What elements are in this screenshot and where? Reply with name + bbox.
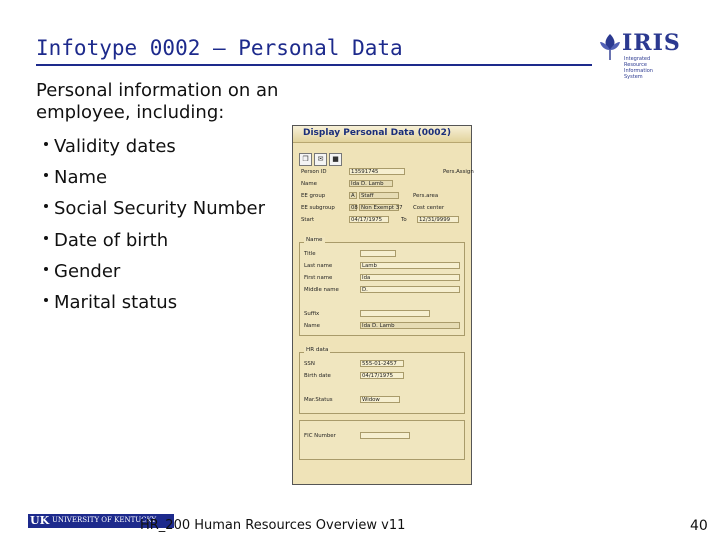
- ee-subgroup-field: Non Exempt 37: [361, 205, 403, 211]
- bullet-text: Date of birth: [54, 229, 169, 251]
- start-label: Start: [301, 217, 315, 223]
- name-field: Ida D. Lamb: [349, 180, 393, 187]
- last-name-field[interactable]: Lamb: [360, 262, 460, 269]
- sap-title-bar: [293, 126, 471, 143]
- intro-text: Personal information on an employee, including:: [36, 80, 279, 123]
- bullet-dot-icon: [44, 204, 48, 208]
- to-label: To: [401, 217, 407, 223]
- bullet-dot-icon: [44, 236, 48, 240]
- ssn-field[interactable]: 555-01-2457: [360, 360, 404, 367]
- ee-subgroup-code-field: 08: [351, 205, 358, 211]
- bullet-dot-icon: [44, 298, 48, 302]
- person-id-field[interactable]: 13591745: [349, 168, 405, 175]
- birth-date-field[interactable]: 04/17/1975: [360, 372, 404, 379]
- first-name-label: First name: [304, 275, 333, 281]
- info-icon[interactable]: ■: [329, 153, 342, 166]
- page-number: 40: [690, 518, 708, 534]
- overview-icon[interactable]: ❐: [299, 153, 312, 166]
- pers-area-label: Pers.area: [413, 193, 439, 199]
- slide-title: Infotype 0002 – Personal Data: [36, 36, 403, 60]
- mail-icon[interactable]: ✉: [314, 153, 327, 166]
- uk-logo-mark: UK: [30, 514, 50, 527]
- bullet-item: [44, 165, 265, 196]
- full-name-label: Name: [304, 323, 320, 329]
- ee-group-code-field: A: [349, 192, 357, 199]
- middle-name-field[interactable]: D.: [360, 286, 460, 293]
- bullet-item: [44, 196, 265, 227]
- end-date-field[interactable]: 12/31/9999: [417, 216, 459, 223]
- uk-logo-text: UNIVERSITY OF KENTUCKY: [52, 516, 157, 524]
- sap-window-title: Display Personal Data (0002): [303, 128, 451, 138]
- sap-window: [292, 125, 472, 485]
- last-name-label: Last name: [304, 263, 333, 269]
- bullet-item: [44, 290, 265, 321]
- bullet-text: Marital status: [54, 291, 178, 313]
- first-name-field[interactable]: Ida: [360, 274, 460, 281]
- hr-data-group-title: HR data: [306, 347, 329, 353]
- fic-group: [299, 420, 465, 460]
- fic-number-field[interactable]: [360, 432, 410, 439]
- iris-logo-tagline: Integrated Resource Information System: [624, 56, 653, 80]
- name-group-title: Name: [306, 237, 323, 243]
- bullet-text: Name: [54, 167, 108, 189]
- ssn-label: SSN: [304, 361, 315, 367]
- bullet-text: Validity dates: [54, 136, 176, 157]
- bullet-text: Social Security Number: [54, 198, 266, 220]
- name-group: [299, 237, 465, 336]
- birth-date-label: Birth date: [304, 373, 331, 379]
- title-divider: [36, 64, 592, 66]
- hr-data-group: [299, 347, 465, 414]
- bullet-item: [44, 228, 265, 259]
- bullet-list: [44, 134, 265, 321]
- fic-number-label: FIC Number: [304, 433, 336, 439]
- bullet-item: [44, 259, 265, 290]
- cost-center-label: Cost center: [413, 205, 445, 211]
- sap-toolbar: [299, 146, 344, 163]
- person-id-label: Person ID: [301, 169, 327, 175]
- marital-status-select[interactable]: Widow: [360, 396, 400, 403]
- bullet-dot-icon: [44, 142, 48, 146]
- full-name-field: Ida D. Lamb: [360, 322, 460, 329]
- ee-group-field: Staff: [359, 192, 399, 199]
- suffix-select[interactable]: [360, 310, 430, 317]
- bullet-dot-icon: [44, 267, 48, 271]
- pers-assign-label: Pers.Assign: [443, 169, 474, 175]
- ee-subgroup-label: EE subgroup: [301, 205, 335, 211]
- suffix-label: Suffix: [304, 311, 320, 317]
- name-label: Name: [301, 181, 317, 187]
- title-label: Title: [304, 251, 316, 257]
- iris-logo-text: IRIS: [622, 30, 681, 56]
- footer-course-title: HR_200 Human Resources Overview v11: [140, 518, 406, 533]
- bullet-dot-icon: [44, 173, 48, 177]
- bullet-text: Gender: [54, 260, 121, 282]
- iris-logo: [598, 30, 681, 80]
- bullet-item: [44, 134, 265, 165]
- ee-group-label: EE group: [301, 193, 326, 199]
- marital-status-label: Mar.Status: [304, 397, 333, 403]
- start-date-field[interactable]: 04/17/1975: [349, 216, 389, 223]
- middle-name-label: Middle name: [304, 287, 339, 293]
- title-select[interactable]: [360, 250, 396, 257]
- iris-flower-icon: [598, 32, 622, 62]
